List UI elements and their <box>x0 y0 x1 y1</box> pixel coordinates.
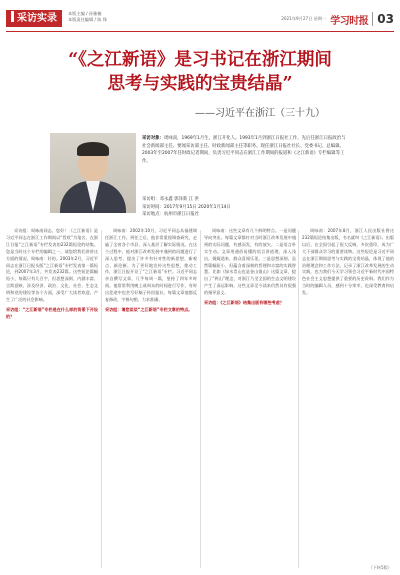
page-number: 03 <box>372 12 394 26</box>
question-heading: 采访组：“之江新语”专栏是在什么样的背景下开设的？ <box>6 306 98 319</box>
column-1 <box>6 228 98 321</box>
title-line-1: “《之江新语》是习书记在浙江期间 <box>68 50 332 70</box>
title-line-2: 思考与实践的宝贵结晶” <box>107 74 293 94</box>
bio-body: 周咏南，1969年1月生，浙江开化人。1993年1月到浙江日报社工作，先后任浙江日报政治与社会新闻部主任、要闻采访部主任、时政新闻部主任等职务。现任浙江日报社社长、党委书记、总编辑。2003年至2007年任时政记者期间，负责习近平同志在浙江工作期间的报道和《之江新语》专栏编辑等工作。 <box>142 136 346 164</box>
newspaper-logo: 学习时报 <box>330 15 369 27</box>
column-text: 周咏南：2002年10月，习近平同志从福建调任浙江工作。到任之后，他非常重视调查研究，走遍了全省各个市县，深入基层了解实际情况。在这个过程中，他对浙江改革发展中遇到的问题进行了深入思考，提出了许多有针对性的新思想、新观点、新论断。为了更好地宣传这些思想，推动工作，浙江日报开设了“之江新语”专栏。习近平同志亲自撰写文章，几乎每周一篇，坚持了四年多时间。他常常利用晚上或周末的时间进行写作，有时出差途中也会写好稿子传回报社。每篇文章他都反复修改，字斟句酌，力求准确。 <box>105 228 197 303</box>
column-text: 周咏南：这些文章有几个鲜明特点。一是问题导向突出。每篇文章都针对当时浙江改革发展中遇到的实际问题，有感而发，有的放矢。二是语言朴实生动。文章用通俗易懂的语言讲道理，深入浅出，娓娓道来，群众喜闻乐见。三是思想深刻。虽然篇幅短小，但蕴含着深刻的哲理和丰富的实践智慧。比如《绿水青山也是金山银山》这篇文章，提出了“两山”理念，对浙江乃至全国的生态文明建设产生了深远影响。这些文章至今读来仍然具有很强的指导意义。 <box>204 228 296 296</box>
column-divider <box>101 230 102 568</box>
column-divider <box>298 230 299 568</box>
portrait-photo <box>50 133 136 213</box>
column-3 <box>204 228 296 307</box>
header-right <box>281 10 394 28</box>
column-4 <box>302 228 394 297</box>
bio-box <box>50 123 344 223</box>
editor-line-2: 本版责任编辑 / 陈 锋 <box>68 17 107 22</box>
article-subtitle: ——习近平在浙江（三十九） <box>195 108 325 119</box>
bio-text <box>142 135 346 165</box>
column-2 <box>105 228 197 314</box>
question-heading: 采访组：《之江新语》结集出版有哪些考虑？ <box>204 300 284 306</box>
meta-time: 采访时间：2017年9月15日 2020年1月14日 <box>142 204 231 210</box>
article-title <box>6 48 394 96</box>
meta-place: 采访地点：杭州市浙江日报社 <box>142 212 200 218</box>
issue-date: 2021年9月27日 星期一 <box>281 16 327 21</box>
editor-info <box>68 11 107 23</box>
column-divider <box>200 230 201 568</box>
section-tab <box>6 10 62 27</box>
interview-meta <box>142 196 346 219</box>
question-heading: 采访组：请您谈谈“之江新语”专栏文章的特点。 <box>105 306 193 312</box>
bio-label: 采访对象： <box>142 136 164 141</box>
column-text: 采访组：周咏南同志，您好！《之江新语》是习近平同志在浙江工作期间以“哲欣”为笔名，在浙江日报“之江新语”专栏发表的232篇短论的结集。您是当时这个专栏的编辑之一，请您给我们讲讲这方面的情况。周咏南：好的。2003年2月，习近平同志在浙江日报头版“之江新语”专栏发表第一篇短论，到2007年3月，共发表232篇。这些短论篇幅短小，每篇只有几百字，但思想深刻、内涵丰富、言简意赅，涉及经济、政治、文化、社会、生态文明和党的建设等各个方面，深受广大读者欢迎，产生了广泛的社会影响。 <box>6 228 98 303</box>
meta-interviewers: 采访组：邓永鑫 郭泽新 江 洪 <box>142 197 199 202</box>
continued-note: （下转5版） <box>368 565 392 570</box>
column-text: 周咏南：2007年8月，浙江人民出版社将这232篇短论结集出版，书名就叫《之江新语》。出版以后，在全国引起了很大反响，多次重印，成为广大干部群众学习的重要读物。这些短论是习近平同志在浙江期间思考与实践的宝贵结晶，体现了他的治理理念和工作方法，记录了浙江改革发展的生动实践，也为我们今天学习领会习近平新时代中国特色社会主义思想提供了重要的历史资料。我们作为当时的编辑人员，感到十分荣幸，也深受教育和启发。 <box>302 228 394 296</box>
page-header <box>6 8 394 30</box>
section-label: 采访实录 <box>17 13 57 24</box>
editor-line-1: 本版主编 / 孙雅楠 <box>68 11 102 16</box>
header-divider <box>6 31 394 32</box>
